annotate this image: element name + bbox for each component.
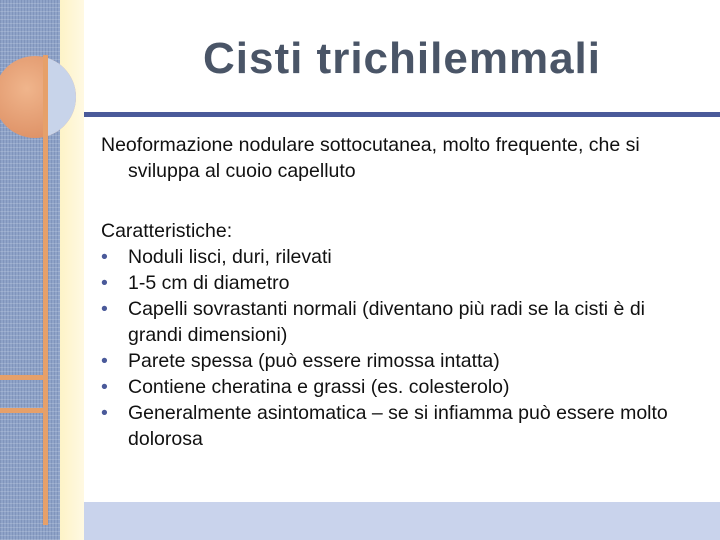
- bullet-icon: •: [101, 376, 108, 398]
- bullet-icon: •: [101, 402, 108, 424]
- feature-item: [101, 270, 701, 296]
- features-list: [101, 244, 701, 452]
- feature-text: Generalmente asintomatica – se si infiamma può essere molto dolorosa: [128, 402, 668, 450]
- feature-text: 1-5 cm di diametro: [128, 272, 290, 294]
- bullet-icon: •: [101, 298, 108, 320]
- feature-item: [101, 400, 701, 452]
- feature-text: Noduli lisci, duri, rilevati: [128, 246, 332, 268]
- feature-item: [101, 348, 701, 374]
- bullet-icon: •: [101, 350, 108, 372]
- decorative-bottom-bar: [84, 502, 720, 540]
- slide-title: Cisti trichilemmali: [202, 34, 601, 83]
- bullet-icon: •: [101, 246, 108, 268]
- feature-item: [101, 296, 701, 348]
- feature-text: Contiene cheratina e grassi (es. colesterolo): [128, 376, 510, 398]
- decorative-vertical-line: [43, 55, 48, 525]
- bullet-icon: •: [101, 272, 108, 294]
- features-heading: Caratteristiche:: [101, 220, 233, 242]
- decorative-horizontal-line: [0, 375, 48, 380]
- decorative-horizontal-line: [0, 408, 48, 413]
- feature-text: Parete spessa (può essere rimossa intatta): [128, 350, 500, 372]
- slide-body: [101, 132, 701, 452]
- feature-item: [101, 244, 701, 270]
- title-divider: [84, 112, 720, 117]
- intro-paragraph: Neoformazione nodulare sottocutanea, molto frequente, che si sviluppa al cuoio capelluto: [101, 134, 640, 182]
- feature-text: Capelli sovrastanti normali (diventano più radi se la cisti è di grandi dimensioni): [128, 298, 645, 346]
- feature-item: [101, 374, 701, 400]
